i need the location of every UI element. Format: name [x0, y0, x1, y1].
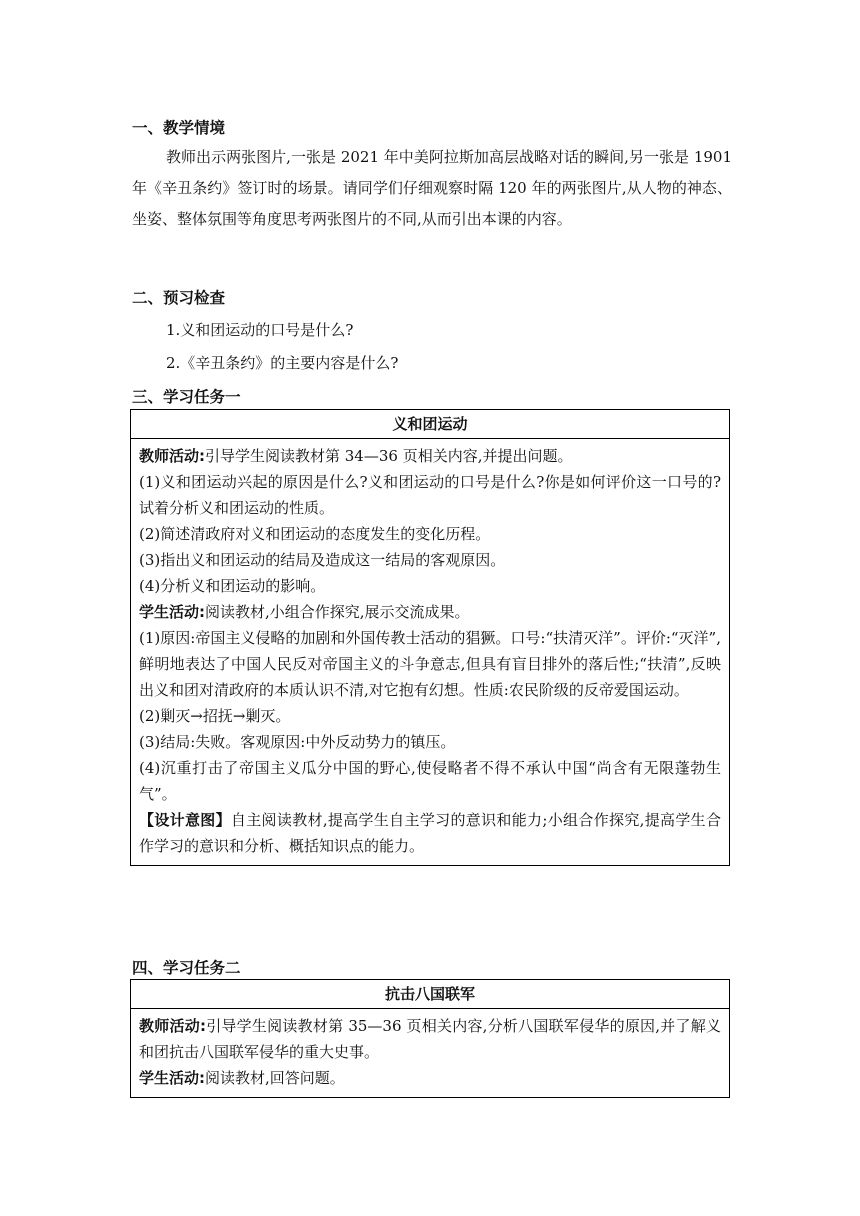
answer-1: (1)原因:帝国主义侵略的加剧和外国传教士活动的猖獗。口号:“扶清灭洋”。评价:“灭洋”,鲜明地表达了中国人民反对帝国主义的斗争意志,但具有盲目排外的落后性;“扶清”,反映出义和团对清政府的本质认识不清,对它抱有幻想。性质:农民阶级的反帝爱国运动。 [139, 629, 721, 699]
teacher-activity-row [139, 443, 721, 469]
teacher-activity-text: 引导学生阅读教材第 34—36 页相关内容,并提出问题。 [205, 447, 573, 465]
student-activity-label: 学生活动: [139, 603, 205, 621]
teacher-activity-label-2: 教师活动: [139, 1017, 206, 1035]
teacher-activity-row-2 [139, 1013, 721, 1065]
design-intent-text: 自主阅读教材,提高学生自主学习的意识和能力;小组合作探究,提高学生合作学习的意识和分析、概括知识点的能力。 [139, 811, 721, 855]
answer-4: (4)沉重打击了帝国主义瓜分中国的野心,使侵略者不得不承认中国“尚含有无限蓬勃生气”。 [139, 759, 721, 803]
task-two-table [130, 979, 730, 1098]
question-3: (3)指出义和团运动的结局及造成这一结局的客观原因。 [139, 551, 506, 569]
preview-question-1: 1.义和团运动的口号是什么? [166, 321, 354, 339]
question-4: (4)分析义和团运动的影响。 [139, 577, 326, 595]
section-heading-teaching-context: 一、教学情境 [132, 119, 226, 137]
design-intent-row [139, 807, 721, 859]
teaching-context-paragraph: 教师出示两张图片,一张是 2021 年中美阿拉斯加高层战略对话的瞬间,另一张是 1901 年《辛丑条约》签订时的场景。请同学们仔细观察时隔 120 年的两张图片,从人物的神态、坐姿、整体氛围等角度思考两张图片的不同,从而引出本课的内容。 [132, 148, 732, 228]
design-intent-label: 【设计意图】 [139, 811, 231, 829]
answer-2: (2)剿灭→招抚→剿灭。 [139, 707, 291, 725]
teacher-activity-label: 教师活动: [139, 447, 205, 465]
task-one-table-body [131, 439, 729, 865]
student-activity-text-2: 阅读教材,回答问题。 [205, 1069, 345, 1087]
preview-question-2: 2.《辛丑条约》的主要内容是什么? [166, 354, 399, 372]
question-2: (2)简述清政府对义和团运动的态度发生的变化历程。 [139, 525, 491, 543]
task-one-table-title: 义和团运动 [131, 410, 729, 439]
section-heading-task-one: 三、学习任务一 [132, 388, 241, 406]
task-two-table-title: 抗击八国联军 [131, 980, 729, 1009]
task-one-table [130, 409, 730, 866]
section-heading-task-two: 四、学习任务二 [132, 959, 241, 977]
student-activity-text: 阅读教材,小组合作探究,展示交流成果。 [205, 603, 470, 621]
task-two-table-body [131, 1009, 729, 1097]
section-heading-preview-check: 二、预习检查 [132, 289, 226, 307]
student-activity-row [139, 599, 721, 625]
question-1: (1)义和团运动兴起的原因是什么?义和团运动的口号是什么?你是如何评价这一口号的?试着分析义和团运动的性质。 [139, 473, 721, 517]
answer-3: (3)结局:失败。客观原因:中外反动势力的镇压。 [139, 733, 456, 751]
student-activity-label-2: 学生活动: [139, 1069, 205, 1087]
student-activity-row-2 [139, 1065, 721, 1091]
teacher-activity-text-2: 引导学生阅读教材第 35—36 页相关内容,分析八国联军侵华的原因,并了解义和团抗击八国联军侵华的重大史事。 [139, 1017, 722, 1061]
